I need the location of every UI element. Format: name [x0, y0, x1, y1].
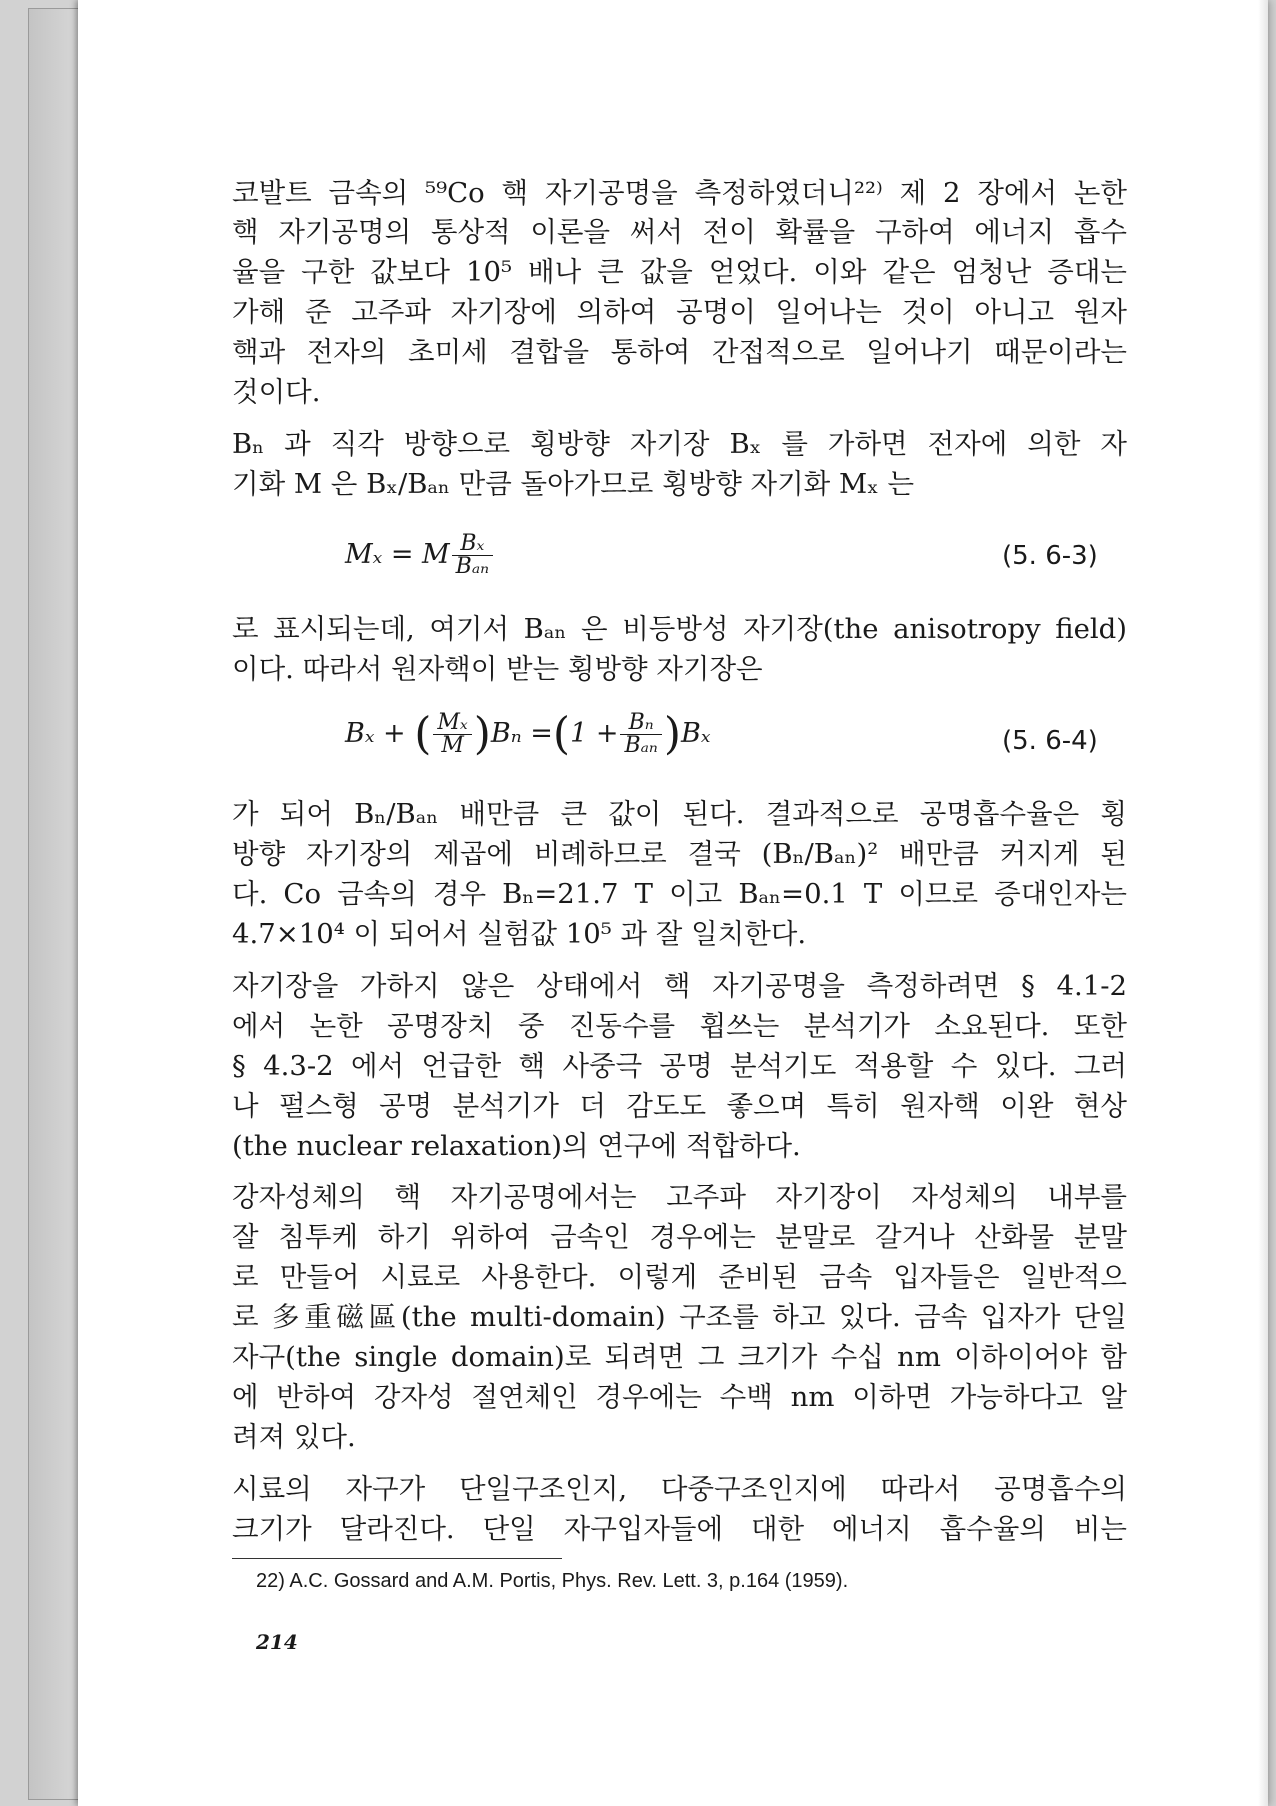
eq-term: Bₓ	[681, 718, 711, 749]
text-line: 이다. 따라서 원자핵이 받는 횡방향 자기장은	[232, 653, 763, 685]
text-line: Bₙ 과 직각 방향으로 횡방향 자기장 Bₓ 를 가하면 전자에 의한 자	[232, 428, 1127, 460]
eq-denominator: Bₐₙ	[624, 733, 658, 758]
eq-fraction	[433, 712, 471, 757]
text-line: 에서 논한 공명장치 중 진동수를 휩쓰는 분석기가 소요된다. 또한	[232, 1010, 1127, 1042]
text-line: 로 만들어 시료로 사용한다. 이렇게 준비된 금속 입자들은 일반적으	[232, 1261, 1127, 1293]
text-line: 시료의 자구가 단일구조인지, 다중구조인지에 따라서 공명흡수의	[232, 1473, 1127, 1505]
footnote: 22) A.C. Gossard and A.M. Portis, Phys. Rev. Lett. 3, p.164 (1959).	[256, 1570, 849, 1592]
text-line: 로 표시되는데, 여기서 Bₐₙ 은 비등방성 자기장(the anisotropy field)	[232, 613, 1127, 645]
eq-fraction	[452, 533, 493, 578]
text-line: 려져 있다.	[232, 1421, 356, 1453]
footnote-rule	[232, 1558, 562, 1559]
text-line: (the nuclear relaxation)의 연구에 적합하다.	[232, 1130, 801, 1162]
text-line: 로 多重磁區(the multi-domain) 구조를 하고 있다. 금속 입자가 단일	[232, 1301, 1127, 1333]
eq-numerator: Mₓ	[433, 712, 471, 735]
text-line: 다. Co 금속의 경우 Bₙ=21.7 T 이고 Bₐₙ=0.1 T 이므로 증대인자는	[232, 878, 1127, 910]
page-number: 214	[256, 1630, 298, 1654]
eq-term: 1 +	[570, 718, 619, 749]
eq-term: Bₙ =	[490, 718, 553, 749]
text-line: 자구(the single domain)로 되려면 그 크기가 수십 nm 이하이어야 함	[232, 1341, 1127, 1373]
text-line: 코발트 금속의 ⁵⁹Co 핵 자기공명을 측정하였더니²²⁾ 제 2 장에서 논한	[232, 177, 1127, 209]
text-line: 크기가 달라진다. 단일 자구입자들에 대한 에너지 흡수율의 비는	[232, 1513, 1127, 1545]
page-edge	[1258, 0, 1268, 1806]
text-line: 에 반하여 강자성 절연체인 경우에는 수백 nm 이하면 가능하다고 알	[232, 1381, 1127, 1413]
eq-denominator: M	[441, 733, 464, 758]
text-line: § 4.3-2 에서 언급한 핵 사중극 공명 분석기도 적용할 수 있다. 그러	[232, 1050, 1127, 1082]
text-line: 잘 침투케 하기 위하여 금속인 경우에는 분말로 갈거나 산화물 분말	[232, 1221, 1127, 1253]
text-line: 방향 자기장의 제곱에 비례하므로 결국 (Bₙ/Bₐₙ)² 배만큼 커지게 된	[232, 838, 1127, 870]
eq-denominator: Bₐₙ	[455, 554, 490, 579]
text-line: 나 펄스형 공명 분석기가 더 감도도 좋으며 특히 원자핵 이완 현상	[232, 1090, 1127, 1122]
eq-term: Bₓ +	[345, 718, 406, 749]
text-line: 자기장을 가하지 않은 상태에서 핵 자기공명을 측정하려면 § 4.1-2	[232, 970, 1127, 1002]
text-line: 핵과 전자의 초미세 결합을 통하여 간접적으로 일어나기 때문이라는	[232, 336, 1127, 368]
text-line: 기화 M 은 Bₓ/Bₐₙ 만큼 돌아가므로 횡방향 자기화 Mₓ 는	[232, 468, 915, 500]
text-line: 핵 자기공명의 통상적 이론을 써서 전이 확률을 구하여 에너지 흡수	[232, 216, 1127, 248]
eq-numerator: Bₙ	[620, 712, 661, 735]
text-line: 강자성체의 핵 자기공명에서는 고주파 자기장이 자성체의 내부를	[232, 1181, 1127, 1213]
text-line: 4.7×10⁴ 이 되어서 실험값 10⁵ 과 잘 일치한다.	[232, 918, 807, 950]
text-line: 가 되어 Bₙ/Bₐₙ 배만큼 큰 값이 된다. 결과적으로 공명흡수율은 횡	[232, 798, 1127, 830]
eq-lhs: Mₓ = M	[345, 539, 450, 570]
equation-number: (5. 6-3)	[1002, 541, 1098, 571]
book-spine	[28, 8, 82, 1800]
text-line: 가해 준 고주파 자기장에 의하여 공명이 일어나는 것이 아니고 원자	[232, 296, 1127, 328]
equation-5-6-4: Bₓ + ( $\frac{\text{Mₓ}}{M}$ )Bₙ =(1 + $\frac{\text{Bₙ}}{\text{Bₐₙ}}$ )Bₓ	[345, 708, 711, 760]
eq-fraction	[620, 712, 661, 757]
text-line: 율을 구한 값보다 10⁵ 배나 큰 값을 얻었다. 이와 같은 엄청난 증대는	[232, 256, 1127, 288]
equation-5-6-3	[345, 533, 495, 578]
text-line: 것이다.	[232, 376, 321, 408]
eq-numerator: Bₓ	[452, 533, 493, 556]
equation-number: (5. 6-4)	[1002, 726, 1098, 756]
